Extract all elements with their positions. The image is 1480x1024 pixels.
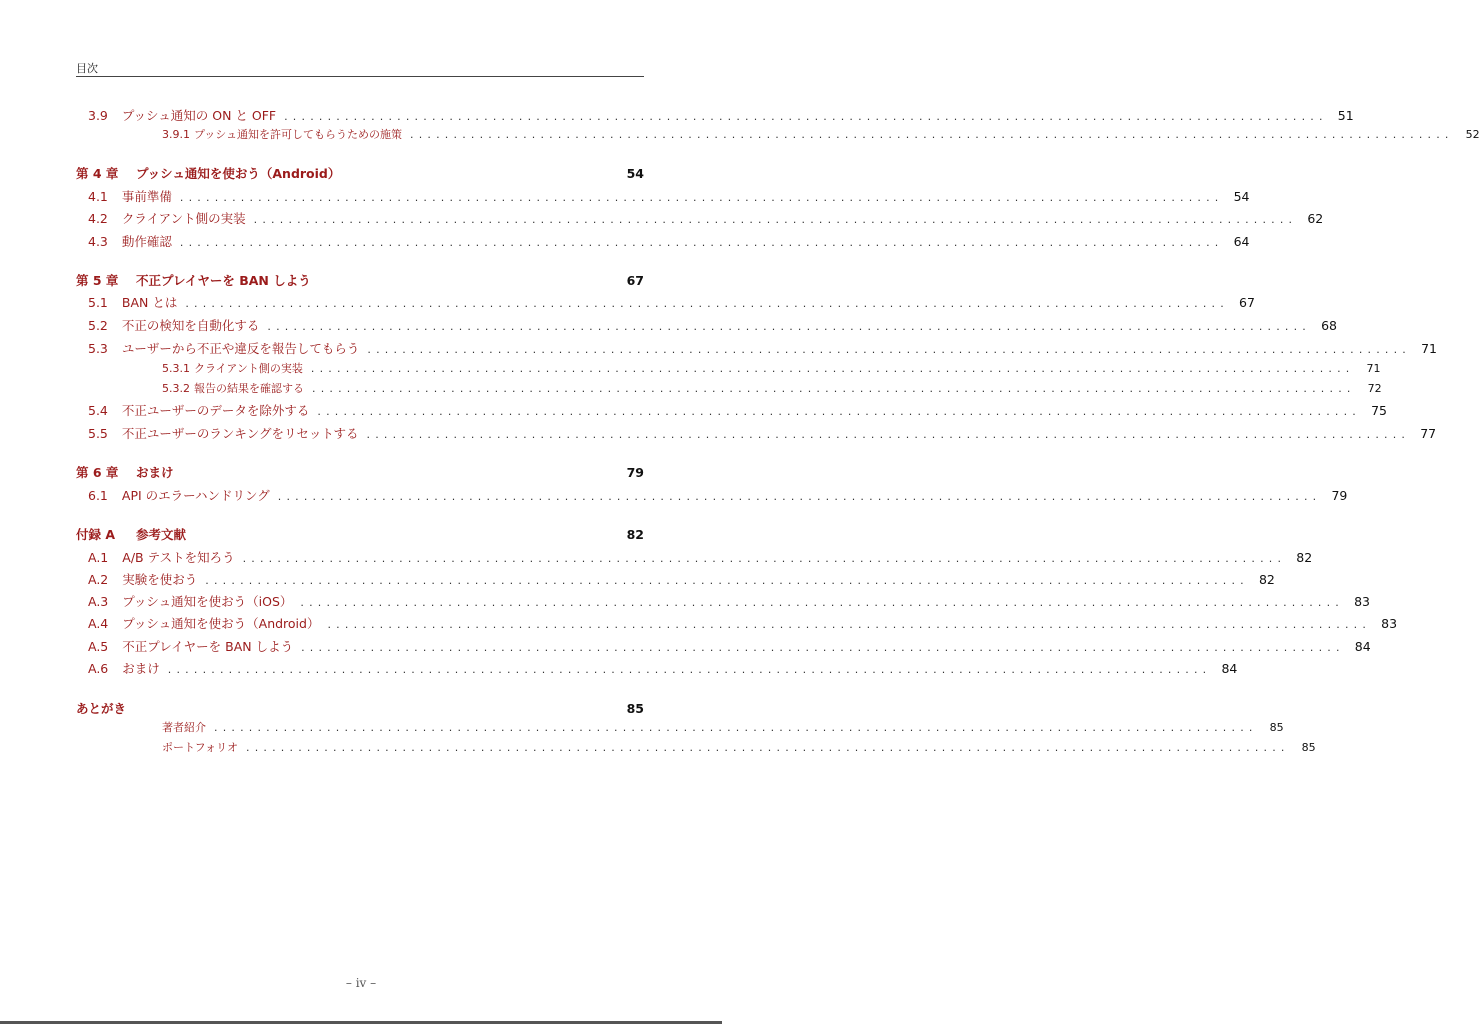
toc-entry[interactable] (76, 614, 1398, 632)
toc-entry[interactable] (76, 209, 1324, 227)
leader-dots: ........................................................................................................................ (167, 663, 1212, 676)
toc-entry-number: 第 4 章 (76, 166, 119, 181)
toc-entry-page: 85 (626, 701, 644, 716)
toc-entry-number: A.4 (88, 616, 109, 631)
toc-entry-title: 著者紹介 (162, 721, 206, 734)
toc-entry-title: 不正プレイヤーを BAN しよう (136, 273, 311, 288)
leader-dots: ........................................................................................................................ (253, 213, 1298, 226)
toc-entry-page: 82 (626, 527, 644, 542)
toc-entry[interactable] (76, 548, 1313, 566)
toc-entry[interactable] (76, 637, 1371, 655)
toc-entry[interactable] (76, 570, 1275, 588)
toc-entry-title: 不正プレイヤーを BAN しよう (122, 639, 294, 654)
toc-entry-number: 4.1 (88, 189, 108, 204)
toc-entry[interactable] (76, 380, 1382, 398)
toc-entry[interactable] (76, 424, 1437, 442)
toc-entry-page: 83 (1354, 594, 1370, 609)
toc-entry-number: A.3 (88, 594, 109, 609)
header-rule (76, 76, 644, 77)
toc-entry[interactable] (76, 486, 1348, 504)
toc-entry-number: 5.3 (88, 341, 108, 356)
toc-entry-page: 82 (1258, 572, 1275, 587)
toc-entry-number: A.2 (88, 572, 109, 587)
toc-entry-number: A.5 (88, 639, 109, 654)
toc-entry[interactable] (76, 293, 1255, 311)
leader-dots: ........................................................................................................................ (179, 236, 1224, 249)
toc-entry[interactable] (76, 739, 1316, 757)
leader-dots: ........................................................................................................................ (205, 574, 1249, 587)
running-header: 目次 (76, 62, 98, 75)
toc-entry-page: 79 (1331, 488, 1348, 503)
toc-entry-page: 64 (1233, 234, 1250, 249)
leader-dots: ........................................................................................................................ (367, 343, 1411, 356)
toc-entry-title: 報告の結果を確認する (194, 382, 304, 395)
leader-dots: ........................................................................................................................ (214, 721, 1258, 734)
toc-entry-title: プッシュ通知を使おう（Android） (136, 166, 341, 181)
leader-dots: ........................................................................................................................ (284, 110, 1328, 123)
toc-entry-page: 77 (1420, 426, 1437, 441)
toc-entry-page: 83 (1381, 616, 1398, 631)
toc-entry[interactable] (76, 106, 1354, 124)
leader-dots: ........................................................................................................................ (267, 320, 1311, 333)
leader-dots: ........................................................................................................................ (246, 741, 1290, 754)
toc-entry-number: 4.2 (88, 211, 108, 226)
toc-entry[interactable] (76, 316, 1337, 334)
toc-entry-number: 第 5 章 (76, 273, 119, 288)
toc-entry-page: 52 (1465, 128, 1480, 141)
leader-dots: ........................................................................................................................ (310, 362, 1355, 375)
toc-entry-number: 3.9 (88, 108, 108, 123)
toc-entry-title: クライアント側の実装 (194, 362, 303, 375)
toc-entry[interactable] (76, 463, 644, 481)
toc-entry-number: A.6 (88, 661, 109, 676)
toc-entry[interactable] (76, 126, 1480, 144)
toc-entry-number: 5.1 (88, 295, 108, 310)
toc-entry-page: 67 (1239, 295, 1255, 310)
toc-entry-number: A.1 (88, 550, 109, 565)
toc-entry-title: ユーザーから不正や違反を報告してもらう (121, 341, 360, 356)
toc-entry-number: 5.5 (88, 426, 108, 441)
toc-entry-page: 84 (1354, 639, 1371, 654)
toc-entry[interactable] (76, 592, 1370, 610)
toc-entry-title: 不正の検知を自動化する (121, 318, 260, 333)
leader-dots: ........................................................................................................................ (312, 382, 1356, 395)
leader-dots: ........................................................................................................................ (179, 191, 1224, 204)
toc-entry-page: 51 (1337, 108, 1354, 123)
leader-dots: ........................................................................................................................ (185, 297, 1229, 310)
toc-entry-title: 事前準備 (121, 189, 172, 204)
toc-entry-title: ポートフォリオ (162, 741, 239, 754)
toc-entry-number: 5.2 (88, 318, 108, 333)
toc-entry-title: プッシュ通知を使おう（Android） (122, 616, 320, 631)
toc-entry-page: 75 (1371, 403, 1387, 418)
leader-dots: ........................................................................................................................ (366, 428, 1411, 441)
toc-entry-title: おまけ (122, 661, 160, 676)
toc-entry-page: 54 (626, 166, 644, 181)
toc-entry-number: 第 6 章 (76, 465, 119, 480)
leader-dots: ........................................................................................................................ (327, 618, 1372, 631)
toc-entry[interactable] (76, 659, 1238, 677)
toc-entry-page: 68 (1321, 318, 1337, 333)
toc-entry-page: 82 (1296, 550, 1313, 565)
toc-entry-title: 不正ユーザーのデータを除外する (121, 403, 310, 418)
toc-entry[interactable] (76, 401, 1387, 419)
toc-entry-page: 71 (1366, 362, 1381, 375)
toc-entry-number: あとがき (76, 701, 127, 716)
toc-entry-page: 71 (1421, 341, 1437, 356)
toc-entry-number: 3.9.1 (162, 128, 190, 141)
leader-dots: ........................................................................................................................ (242, 552, 1287, 565)
toc-entry[interactable] (76, 525, 644, 543)
toc-entry-title: プッシュ通知を使おう（iOS） (122, 594, 293, 609)
toc-entry[interactable] (76, 360, 1381, 378)
toc-entry[interactable] (76, 719, 1284, 737)
leader-dots: ........................................................................................................................ (277, 490, 1322, 503)
toc-entry-title: 動作確認 (121, 234, 172, 249)
leader-dots: ........................................................................................................................ (300, 596, 1344, 609)
toc-entry-title: プッシュ通知を許可してもらうための施策 (194, 128, 403, 141)
toc-entry[interactable] (76, 339, 1437, 357)
leader-dots: ........................................................................................................................ (301, 641, 1345, 654)
toc-entry[interactable] (76, 232, 1250, 250)
toc-entry[interactable] (76, 164, 644, 182)
toc-entry-page: 62 (1307, 211, 1324, 226)
toc-entry-number: 5.3.2 (162, 382, 190, 395)
toc-entry-title: BAN とは (121, 295, 178, 310)
toc-entry-page: 85 (1269, 721, 1284, 734)
toc-entry[interactable] (76, 699, 644, 717)
toc-entry-title: 不正ユーザーのランキングをリセットする (121, 426, 359, 441)
toc-entry[interactable] (76, 187, 1250, 205)
toc-entry-page: 85 (1301, 741, 1316, 754)
toc-entry-number: 5.4 (88, 403, 108, 418)
toc-entry-title: おまけ (136, 465, 174, 480)
toc-entry-number: 付録 A (76, 527, 116, 542)
toc-entry[interactable] (76, 271, 644, 289)
toc-entry-number: 4.3 (88, 234, 108, 249)
leader-dots: ........................................................................................................................ (317, 405, 1361, 418)
toc-entry-page: 84 (1221, 661, 1238, 676)
toc-entry-title: 参考文献 (136, 527, 187, 542)
toc-entry-title: 実験を使おう (122, 572, 198, 587)
page-number-footer: – iv – (345, 976, 377, 990)
toc-entry-title: API のエラーハンドリング (121, 488, 270, 503)
toc-entry-page: 79 (626, 465, 644, 480)
toc-entry-number: 6.1 (88, 488, 108, 503)
toc-entry-page: 67 (626, 273, 644, 288)
toc-entry-title: クライアント側の実装 (121, 211, 246, 226)
leader-dots: ........................................................................................................................ (410, 128, 1454, 141)
toc-entry-page: 54 (1233, 189, 1250, 204)
toc-entry-title: A/B テストを知ろう (122, 550, 235, 565)
toc-entry-page: 72 (1367, 382, 1382, 395)
toc-entry-title: プッシュ通知の ON と OFF (121, 108, 277, 123)
toc-entry-number: 5.3.1 (162, 362, 190, 375)
